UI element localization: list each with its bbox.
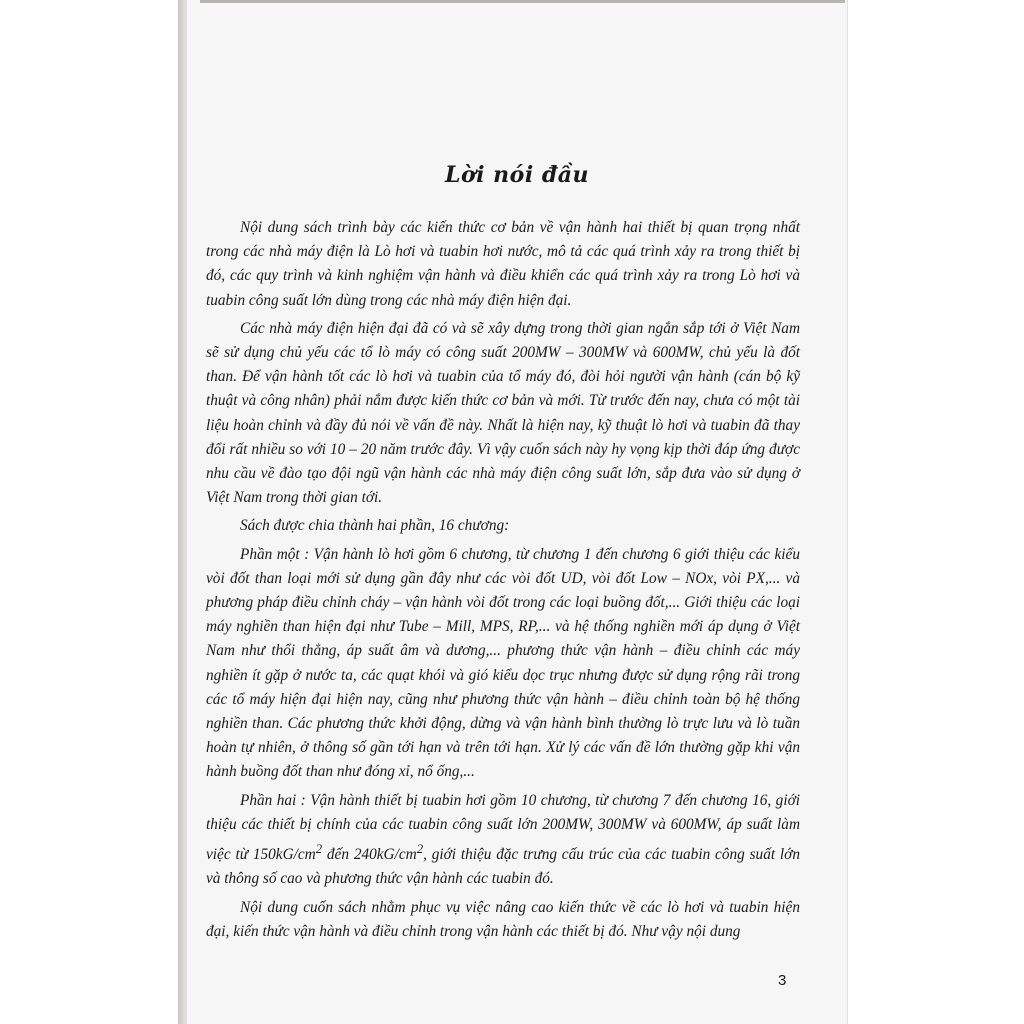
paragraph-structure: Sách được chia thành hai phần, 16 chương: — [240, 517, 510, 535]
preface-body — [206, 216, 800, 948]
paragraph-part-two — [206, 789, 800, 892]
superscript-2: 2 — [416, 842, 424, 857]
superscript-1: 2 — [315, 842, 323, 857]
part-two-text-a: Phần hai : Vận hành thiết bị tuabin hơi gồm 10 chương, từ chương 7 đến chương 16, giới thiệu các thiết bị chính của các tuabin công suất lớn 200MW, 300MW và 600MW, áp suất làm việc từ 150kG/cm — [206, 791, 800, 864]
part-two-text-c: , giới thiệu đặc trưng cấu trúc của các tuabin công suất lớn và thông số cao và phương thức vận hành các tuabin đó. — [206, 846, 800, 888]
page-title: Lời nói đầu — [445, 162, 589, 188]
paragraph-part-one: Phần một : Vận hành lò hơi gồm 6 chương, từ chương 1 đến chương 6 giới thiệu các kiểu vòi đốt than loại mới sử dụng gần đây như các vòi đốt UD, vòi đốt Low – NOx, vòi PX,... và phương pháp điều chỉnh cháy – vận hành vòi đốt trong các loại buồng đốt,... Giới thiệu các loại máy nghiền than hiện đại như Tube – Mill, MPS, RP,... và hệ thống nghiền mới áp dụng ở Việt Nam như thổi thẳng, áp suất âm và dương,... phương thức vận hành – điều chỉnh các máy nghiền ít gặp ở nước ta, các quạt khói và gió kiểu dọc trục nhưng được sử dụng rộng rãi trong các tổ máy hiện đại hiện nay, cũng như phương thức vận hành – điều chỉnh toàn bộ hệ thống nghiền than. Các phương thức khởi động, dừng và vận hành bình thường lò trực lưu và lò tuần hoàn tự nhiên, ở thông số gần tới hạn và trên tới hạn. Xử lý các vấn đề lớn thường gặp khi vận hành buồng đốt than như đóng xỉ, nổ ống,... — [206, 545, 800, 781]
paragraph-context: Các nhà máy điện hiện đại đã có và sẽ xây dựng trong thời gian ngắn sắp tới ở Việt Nam sẽ sử dụng chủ yếu các tổ lò máy có công suất 200MW – 300MW và 600MW, chủ yếu là đốt than. Để vận hành tốt các lò hơi và tuabin của tổ máy đó, đòi hỏi người vận hành (cán bộ kỹ thuật và công nhân) phải nắm được kiến thức cơ bản và mới. Từ trước đến nay, chưa có một tài liệu hoàn chỉnh và đầy đủ nói về vấn đề này. Nhất là hiện nay, kỹ thuật lò hơi và tuabin đã thay đổi rất nhiều so với 10 – 20 năm trước đây. Vì vậy cuốn sách này hy vọng kịp thời đáp ứng được nhu cầu về đào tạo đội ngũ vận hành các nhà máy điện công suất lớn, sắp đưa vào sử dụng ở Việt Nam trong thời gian tới. — [206, 319, 800, 507]
page-top-edge — [200, 0, 845, 3]
page-number: 3 — [778, 972, 787, 989]
paragraph-closing: Nội dung cuốn sách nhằm phục vụ việc nâng cao kiến thức về các lò hơi và tuabin hiện đại, kiến thức vận hành và điều chỉnh trong vận hành các thiết bị đó. Như vậy nội dung — [206, 898, 800, 940]
paragraph-intro: Nội dung sách trình bày các kiến thức cơ bản về vận hành hai thiết bị quan trọng nhất trong các nhà máy điện là Lò hơi và tuabin hơi nước, mô tả các quá trình xảy ra trong thiết bị đó, các quy trình và kinh nghiệm vận hành và điều khiển các quá trình xảy ra trong Lò hơi và tuabin công suất lớn dùng trong các nhà máy điện hiện đại. — [206, 219, 800, 309]
part-two-text-b: đến 240kG/cm — [322, 846, 417, 864]
